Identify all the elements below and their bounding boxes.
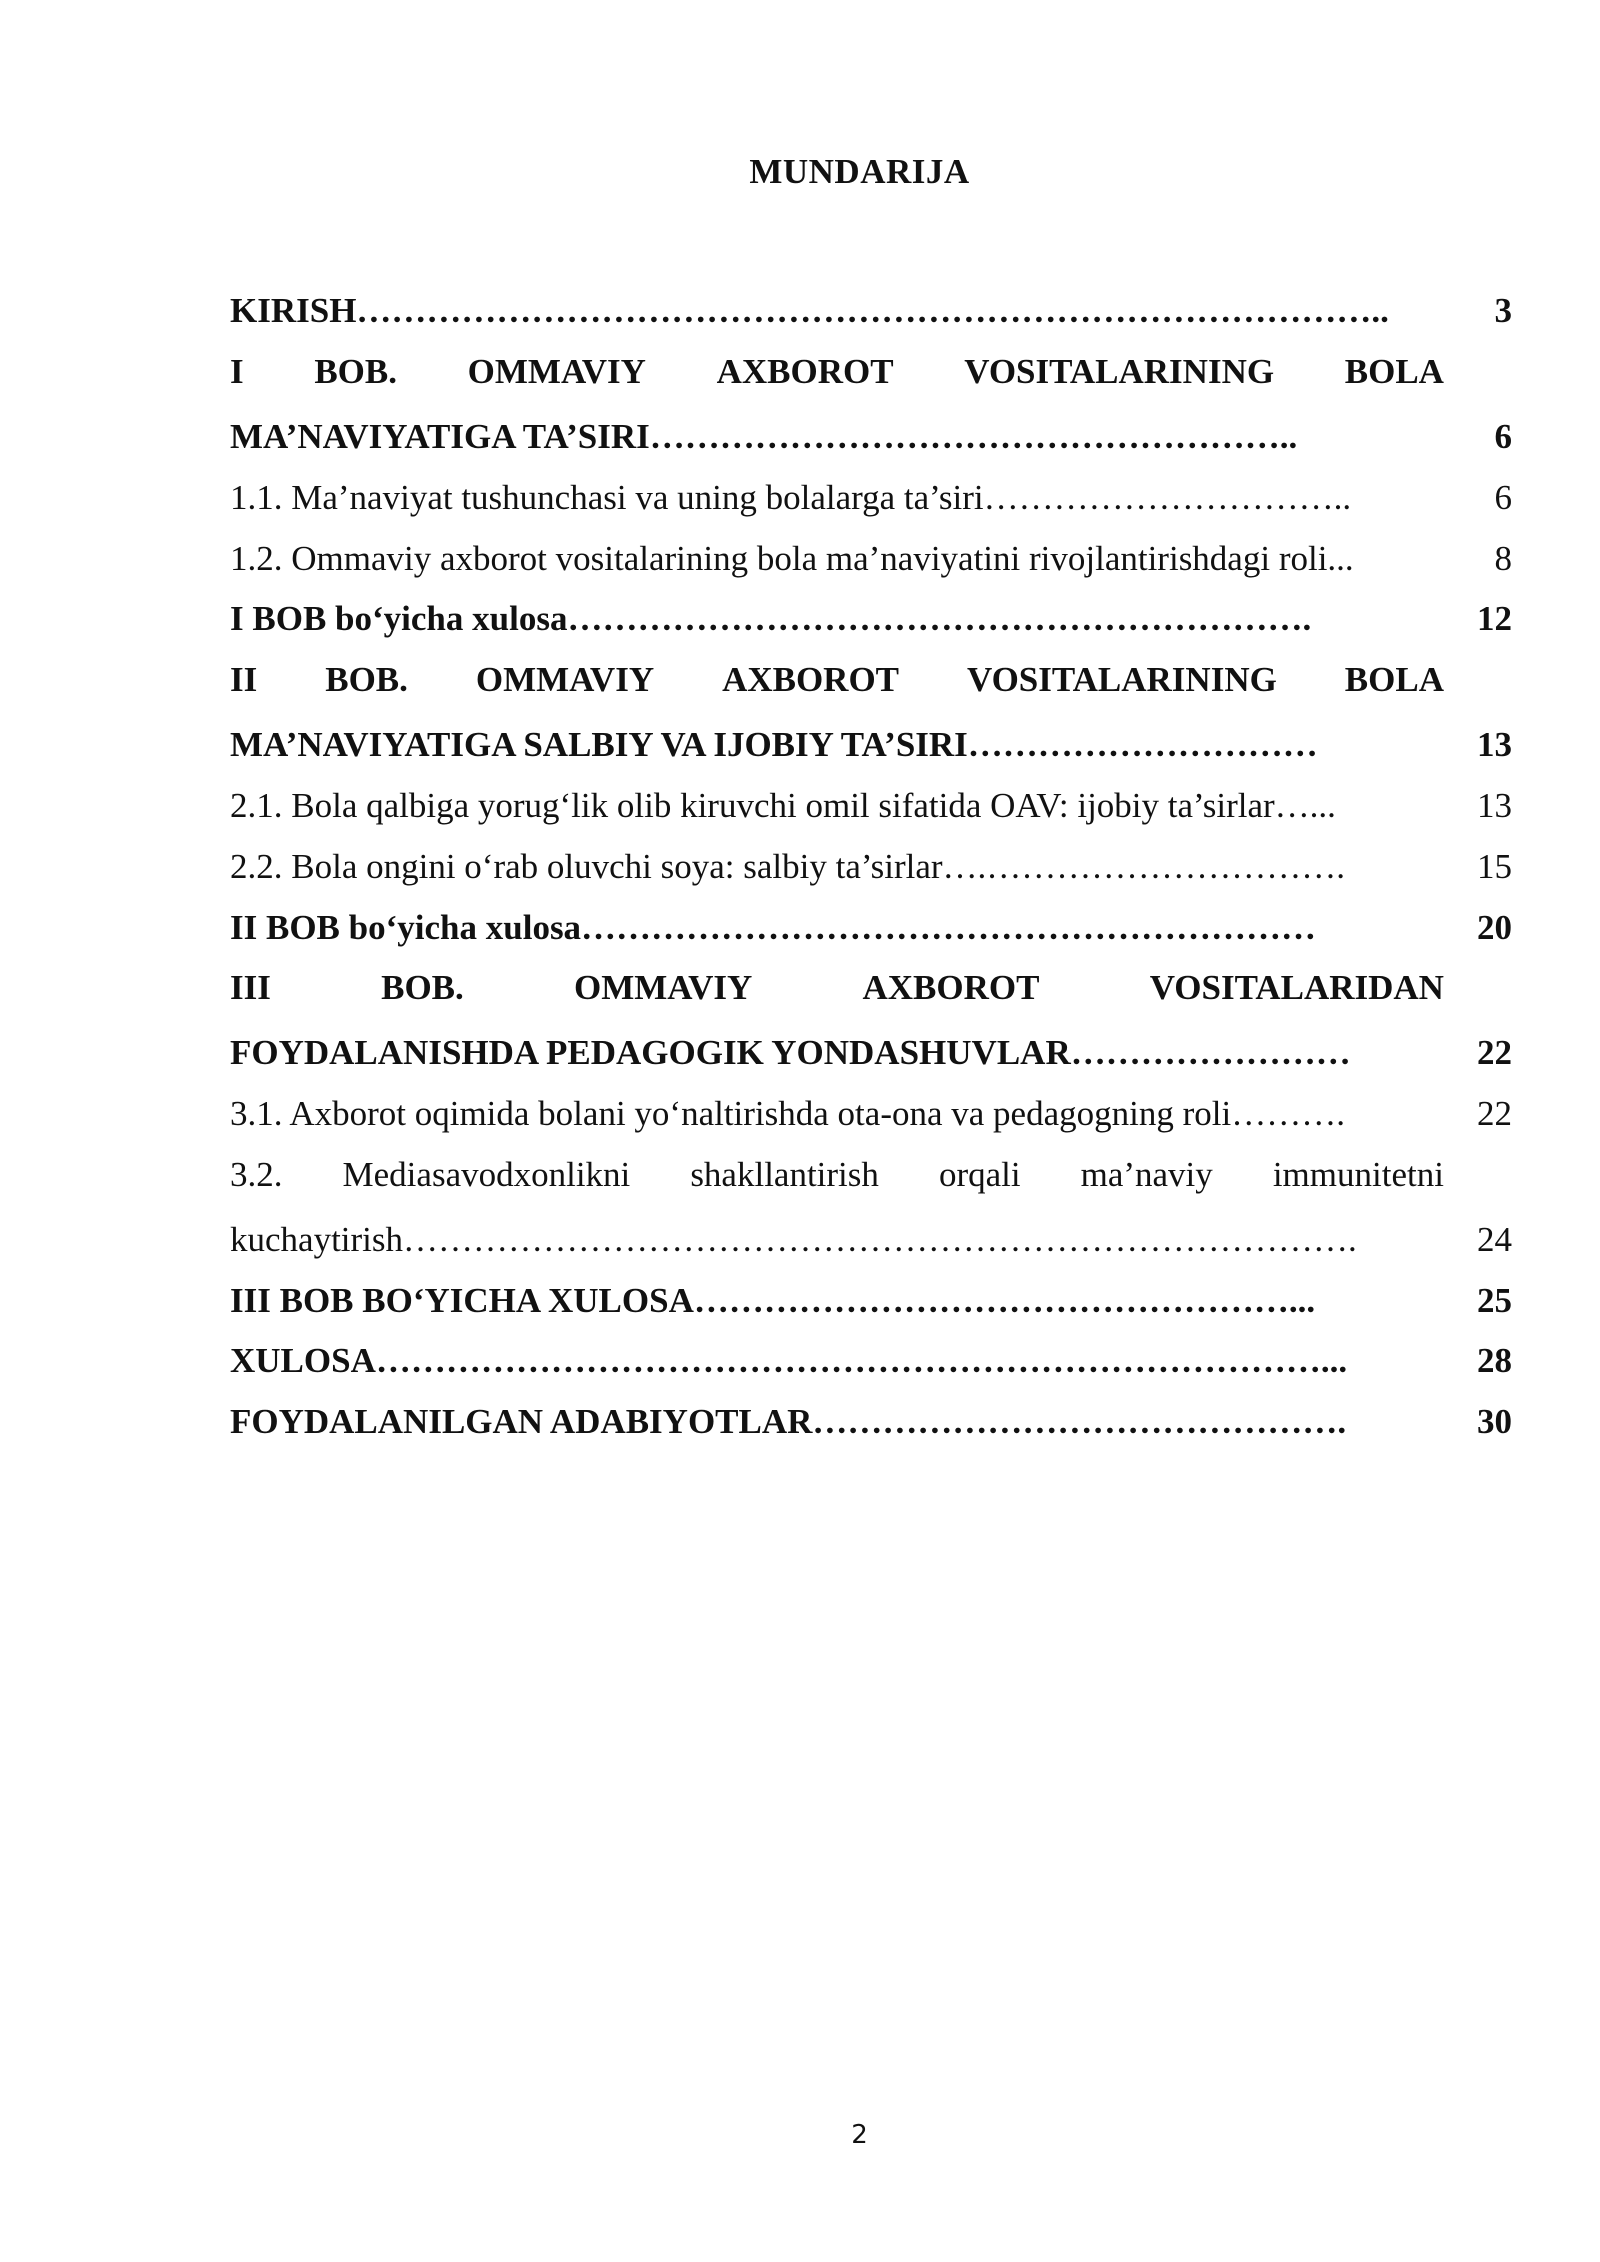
toc-entry-page: 25 bbox=[1477, 1281, 1512, 1320]
toc-entry-title: I BOB bo‘yicha xulosa………………………………………………………. bbox=[230, 599, 1312, 638]
toc-entry bbox=[230, 528, 1512, 590]
toc-entry-title: FOYDALANISHDA PEDAGOGIK YONDASHUVLAR…………………… bbox=[230, 1033, 1351, 1072]
toc-entry-word: BOB. bbox=[381, 968, 464, 1007]
toc-entry-word: 3.2. bbox=[230, 1155, 283, 1194]
toc-entry-word: BOB. bbox=[325, 660, 408, 699]
toc-entry bbox=[230, 1391, 1512, 1453]
toc-entry-page: 12 bbox=[1477, 599, 1512, 638]
toc-entry-word: shakllantirish bbox=[690, 1155, 879, 1194]
toc-entry bbox=[230, 1022, 1512, 1084]
toc-entry-title: MA’NAVIYATIGA SALBIY VA IJOBIY TA’SIRI………………………… bbox=[230, 725, 1318, 764]
toc-entry-title: FOYDALANILGAN ADABIYOTLAR………………………………………. bbox=[230, 1402, 1347, 1441]
toc-entry-title: 1.2. Ommaviy axborot vositalarining bola ma’naviyatini rivojlantirishdagi roli... bbox=[230, 539, 1354, 578]
toc-entry-page: 22 bbox=[1477, 1033, 1512, 1072]
toc-entry-word: ma’naviy bbox=[1080, 1155, 1213, 1194]
toc-entry-title bbox=[230, 1144, 1444, 1206]
toc-entry-title: 2.1. Bola qalbiga yorug‘lik olib kiruvchi omil sifatida OAV: ijobiy ta’sirlar…... bbox=[230, 786, 1336, 825]
toc-entry-page: 22 bbox=[1477, 1094, 1512, 1133]
toc-entry-title: II BOB bo‘yicha xulosa……………………………………………………… bbox=[230, 908, 1317, 947]
toc-entry-word: II bbox=[230, 660, 258, 699]
toc-entry bbox=[230, 1083, 1512, 1145]
toc-entry-word: VOSITALARINING bbox=[964, 352, 1275, 391]
toc-entry-word: VOSITALARIDAN bbox=[1149, 968, 1444, 1007]
toc-entry-page: 15 bbox=[1477, 847, 1512, 886]
toc-entry-word: OMMAVIY bbox=[467, 352, 646, 391]
toc-entry-title: MA’NAVIYATIGA TA’SIRI……………………………………………….. bbox=[230, 417, 1298, 456]
toc-entry-word: AXBOROT bbox=[862, 968, 1040, 1007]
toc-entry-page: 13 bbox=[1477, 786, 1512, 825]
toc-entry-word: OMMAVIY bbox=[574, 968, 753, 1007]
toc-entry-page: 6 bbox=[1494, 478, 1512, 517]
toc-entry-title: 3.1. Axborot oqimida bolani yo‘naltirishda ota-ona va pedagogning roli………. bbox=[230, 1094, 1345, 1133]
toc-entry-page: 13 bbox=[1477, 725, 1512, 764]
toc-entry bbox=[230, 1209, 1512, 1271]
toc-entry bbox=[230, 714, 1512, 776]
toc-entry-page: 28 bbox=[1477, 1341, 1512, 1380]
toc-entry bbox=[230, 897, 1512, 959]
toc-entry-word: BOB. bbox=[314, 352, 397, 391]
toc-entry-word: VOSITALARINING bbox=[967, 660, 1277, 699]
toc-entry bbox=[230, 957, 1512, 1019]
toc-entry bbox=[230, 341, 1512, 403]
toc-entry-title: XULOSA………………………………………………………………………... bbox=[230, 1341, 1348, 1380]
toc-entry-page: 24 bbox=[1477, 1220, 1512, 1259]
toc-entry-word: BOLA bbox=[1344, 352, 1444, 391]
toc-entry-word: Mediasavodxonlikni bbox=[342, 1155, 631, 1194]
toc-entry-title: III BOB BO‘YICHA XULOSA……………………………………………... bbox=[230, 1281, 1316, 1320]
toc-entry-word: I bbox=[230, 352, 244, 391]
toc-entry-page: 20 bbox=[1477, 908, 1512, 947]
toc-entry bbox=[230, 280, 1512, 342]
toc-entry-word: BOLA bbox=[1344, 660, 1444, 699]
toc-entry-page: 30 bbox=[1477, 1402, 1512, 1441]
toc-entry-title: 2.2. Bola ongini o‘rab oluvchi soya: salbiy ta’sirlar….…………………………. bbox=[230, 847, 1346, 886]
toc-entry-word: immunitetni bbox=[1272, 1155, 1444, 1194]
toc-entry-title: KIRISH…………………………………………………………………………….. bbox=[230, 291, 1389, 330]
toc-entry-title: kuchaytirish………………………………………………………………………. bbox=[230, 1220, 1357, 1259]
toc-entry bbox=[230, 467, 1512, 529]
toc-entry-page: 6 bbox=[1494, 417, 1512, 456]
toc-entry bbox=[230, 1270, 1512, 1332]
toc-entry bbox=[230, 1330, 1512, 1392]
toc-entry-title bbox=[230, 341, 1444, 403]
page-number: 2 bbox=[851, 2120, 868, 2150]
toc-entry-word: OMMAVIY bbox=[475, 660, 655, 699]
toc-entry-page: 8 bbox=[1494, 539, 1512, 578]
toc-entry-word: AXBOROT bbox=[716, 352, 894, 391]
toc-entry-page: 3 bbox=[1494, 291, 1512, 330]
toc-title: MUNDARIJA bbox=[749, 152, 970, 191]
toc-entry bbox=[230, 1144, 1512, 1206]
toc-entry bbox=[230, 836, 1512, 898]
toc-entry-word: III bbox=[230, 968, 271, 1007]
toc-entry bbox=[230, 406, 1512, 468]
toc-entry bbox=[230, 588, 1512, 650]
toc-entry-word: AXBOROT bbox=[722, 660, 900, 699]
toc-entry-word: orqali bbox=[938, 1155, 1021, 1194]
toc-entry bbox=[230, 649, 1512, 711]
toc-entry-title: 1.1. Ma’naviyat tushunchasi va uning bolalarga ta’siri………………………….. bbox=[230, 478, 1352, 517]
toc-entry-title bbox=[230, 649, 1444, 711]
toc-entry bbox=[230, 775, 1512, 837]
toc-entry-title bbox=[230, 957, 1444, 1019]
